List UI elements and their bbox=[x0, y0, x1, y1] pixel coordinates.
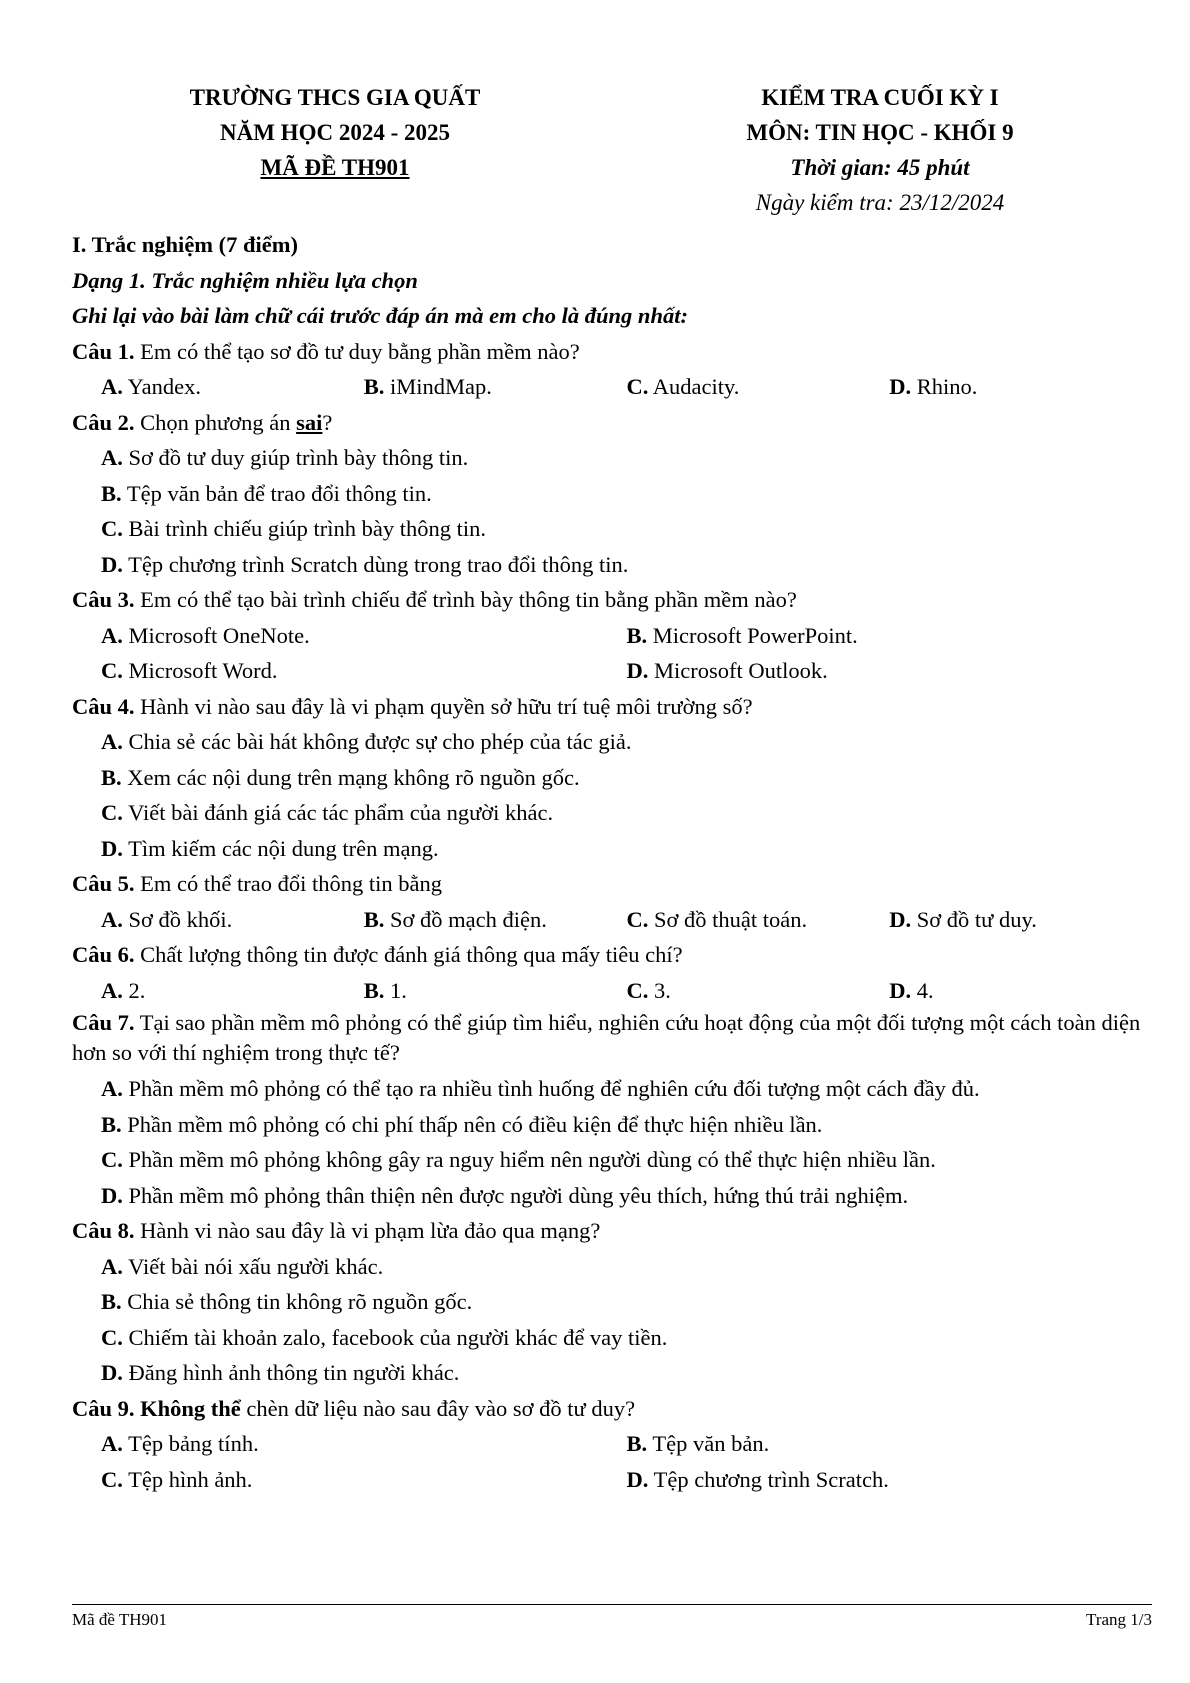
exam-subject: MÔN: TIN HỌC - KHỐI 9 bbox=[746, 120, 1014, 145]
header-left bbox=[120, 80, 550, 185]
section-type: Dạng 1. Trắc nghiệm nhiều lựa chọn bbox=[72, 267, 418, 293]
option-a: A. Sơ đồ tư duy giúp trình bày thông tin. bbox=[101, 445, 469, 470]
options-row bbox=[72, 1426, 1152, 1462]
question-text: Chọn phương án bbox=[140, 409, 291, 435]
page-footer bbox=[72, 1610, 1152, 1630]
question-number: Câu 1. bbox=[72, 338, 135, 364]
question-number: Câu 9. bbox=[72, 1395, 135, 1421]
option-d: D. 4. bbox=[889, 977, 934, 1003]
options-row bbox=[72, 902, 1152, 938]
question-text: Chất lượng thông tin được đánh giá thông qua mấy tiêu chí? bbox=[140, 942, 683, 967]
exam-title: KIỂM TRA CUỐI KỲ I bbox=[761, 85, 999, 110]
exam-code: MÃ ĐỀ TH901 bbox=[260, 155, 410, 180]
option-a: A. Phần mềm mô phỏng có thể tạo ra nhiều tình huống để nghiên cứu đối tượng một cách đầy đủ. bbox=[101, 1076, 980, 1101]
option-d: D. Microsoft Outlook. bbox=[626, 658, 828, 683]
question-number: Câu 6. bbox=[72, 942, 135, 967]
option-c: C. Tệp hình ảnh. bbox=[101, 1466, 253, 1492]
question-9 bbox=[72, 1391, 1152, 1427]
option-a: A. Microsoft OneNote. bbox=[101, 622, 310, 648]
footer-divider bbox=[72, 1604, 1152, 1605]
question-text: Hành vi nào sau đây là vi phạm lừa đảo qua mạng? bbox=[140, 1218, 601, 1243]
option-c: C. Bài trình chiếu giúp trình bày thông tin. bbox=[101, 516, 486, 541]
option-c: C. Phần mềm mô phỏng không gây ra nguy hiểm nên người dùng có thể thực hiện nhiều lần. bbox=[101, 1147, 936, 1172]
footer-exam-code: Mã đề TH901 bbox=[72, 1610, 168, 1629]
question-1 bbox=[72, 334, 1152, 370]
question-text: Em có thể tạo sơ đồ tư duy bằng phần mềm nào? bbox=[140, 338, 580, 364]
question-emphasis: sai bbox=[296, 409, 323, 435]
question-text: Hành vi nào sau đây là vi phạm quyền sở hữu trí tuệ môi trường số? bbox=[140, 693, 753, 719]
question-6 bbox=[72, 937, 1152, 973]
option-b: B. Tệp văn bản để trao đổi thông tin. bbox=[101, 480, 432, 506]
option-a: A. Viết bài nói xấu người khác. bbox=[101, 1253, 384, 1279]
options-row bbox=[72, 653, 1152, 689]
option-a: A. Yandex. bbox=[101, 374, 202, 399]
question-text: Tại sao phần mềm mô phỏng có thể giúp tìm hiểu, nghiên cứu hoạt động của một đối tượng một cách toàn diện hơn so với thí nghiệm trong thực tế? bbox=[72, 1010, 1141, 1065]
question-7 bbox=[72, 1008, 1152, 1071]
option-c: C. Viết bài đánh giá các tác phẩm của người khác. bbox=[101, 800, 554, 825]
option-d: D. Tệp chương trình Scratch dùng trong trao đổi thông tin. bbox=[101, 551, 629, 577]
option-b: B. 1. bbox=[363, 977, 407, 1003]
question-8 bbox=[72, 1213, 1152, 1249]
option-c: C. 3. bbox=[626, 977, 671, 1003]
question-4 bbox=[72, 689, 1152, 725]
option-a: A. Tệp bảng tính. bbox=[101, 1431, 259, 1456]
question-2: Câu 2. Chọn phương án sai? bbox=[72, 409, 333, 435]
question-3 bbox=[72, 582, 1152, 618]
question-number: Câu 5. bbox=[72, 871, 135, 896]
school-name: TRƯỜNG THCS GIA QUẤT bbox=[189, 85, 481, 110]
option-d: D. Tệp chương trình Scratch. bbox=[626, 1466, 889, 1492]
option-a: A. Sơ đồ khối. bbox=[101, 906, 233, 932]
option-d: D. Rhino. bbox=[889, 374, 978, 399]
exam-date: Ngày kiểm tra: 23/12/2024 bbox=[755, 190, 1005, 215]
option-d: D. Đăng hình ảnh thông tin người khác. bbox=[101, 1360, 460, 1385]
question-emphasis: Không thể bbox=[140, 1395, 241, 1421]
option-a: A. 2. bbox=[101, 977, 146, 1003]
page-number: Trang 1/3 bbox=[1086, 1610, 1152, 1629]
question-5 bbox=[72, 866, 1152, 902]
question-number: Câu 3. bbox=[72, 587, 135, 612]
option-b: B. Phần mềm mô phỏng có chi phí thấp nên có điều kiện để thực hiện nhiều lần. bbox=[101, 1111, 823, 1137]
question-text: Em có thể tạo bài trình chiếu để trình bày thông tin bằng phần mềm nào? bbox=[140, 587, 797, 612]
option-b: B. Microsoft PowerPoint. bbox=[626, 622, 858, 648]
option-b: B. Chia sẻ thông tin không rõ nguồn gốc. bbox=[101, 1289, 473, 1314]
option-b: B. Tệp văn bản. bbox=[626, 1431, 770, 1456]
question-number: Câu 7. bbox=[72, 1010, 135, 1035]
section-title: I. Trắc nghiệm (7 điểm) bbox=[72, 232, 299, 257]
options-row bbox=[72, 618, 1152, 654]
section-instruction: Ghi lại vào bài làm chữ cái trước đáp án mà em cho là đúng nhất: bbox=[72, 303, 688, 328]
option-c: C. Sơ đồ thuật toán. bbox=[626, 906, 808, 932]
option-a: A. Chia sẻ các bài hát không được sự cho phép của tác giả. bbox=[101, 729, 632, 754]
question-number: Câu 2. bbox=[72, 409, 135, 435]
option-d: D. Tìm kiếm các nội dung trên mạng. bbox=[101, 835, 439, 861]
question-text: chèn dữ liệu nào sau đây vào sơ đồ tư duy? bbox=[246, 1395, 636, 1421]
school-year: NĂM HỌC 2024 - 2025 bbox=[220, 120, 450, 145]
options-row bbox=[72, 369, 1152, 405]
option-c: C. Audacity. bbox=[626, 374, 740, 399]
options-row bbox=[72, 973, 1152, 1009]
option-b: B. iMindMap. bbox=[363, 374, 492, 399]
option-c: C. Microsoft Word. bbox=[101, 658, 278, 683]
question-number: Câu 8. bbox=[72, 1218, 135, 1243]
option-c: C. Chiếm tài khoản zalo, facebook của người khác để vay tiền. bbox=[101, 1324, 668, 1350]
exam-duration: Thời gian: 45 phút bbox=[790, 155, 970, 180]
options-row bbox=[72, 1462, 1152, 1498]
option-b: B. Xem các nội dung trên mạng không rõ nguồn gốc. bbox=[101, 764, 580, 790]
option-b: B. Sơ đồ mạch điện. bbox=[363, 906, 547, 932]
option-d: D. Sơ đồ tư duy. bbox=[889, 906, 1037, 932]
option-d: D. Phần mềm mô phỏng thân thiện nên được người dùng yêu thích, hứng thú trải nghiệm. bbox=[101, 1182, 909, 1208]
header-right bbox=[690, 80, 1070, 220]
question-text: Em có thể trao đổi thông tin bằng bbox=[140, 871, 442, 896]
question-number: Câu 4. bbox=[72, 693, 135, 719]
exam-content bbox=[72, 227, 1152, 1497]
